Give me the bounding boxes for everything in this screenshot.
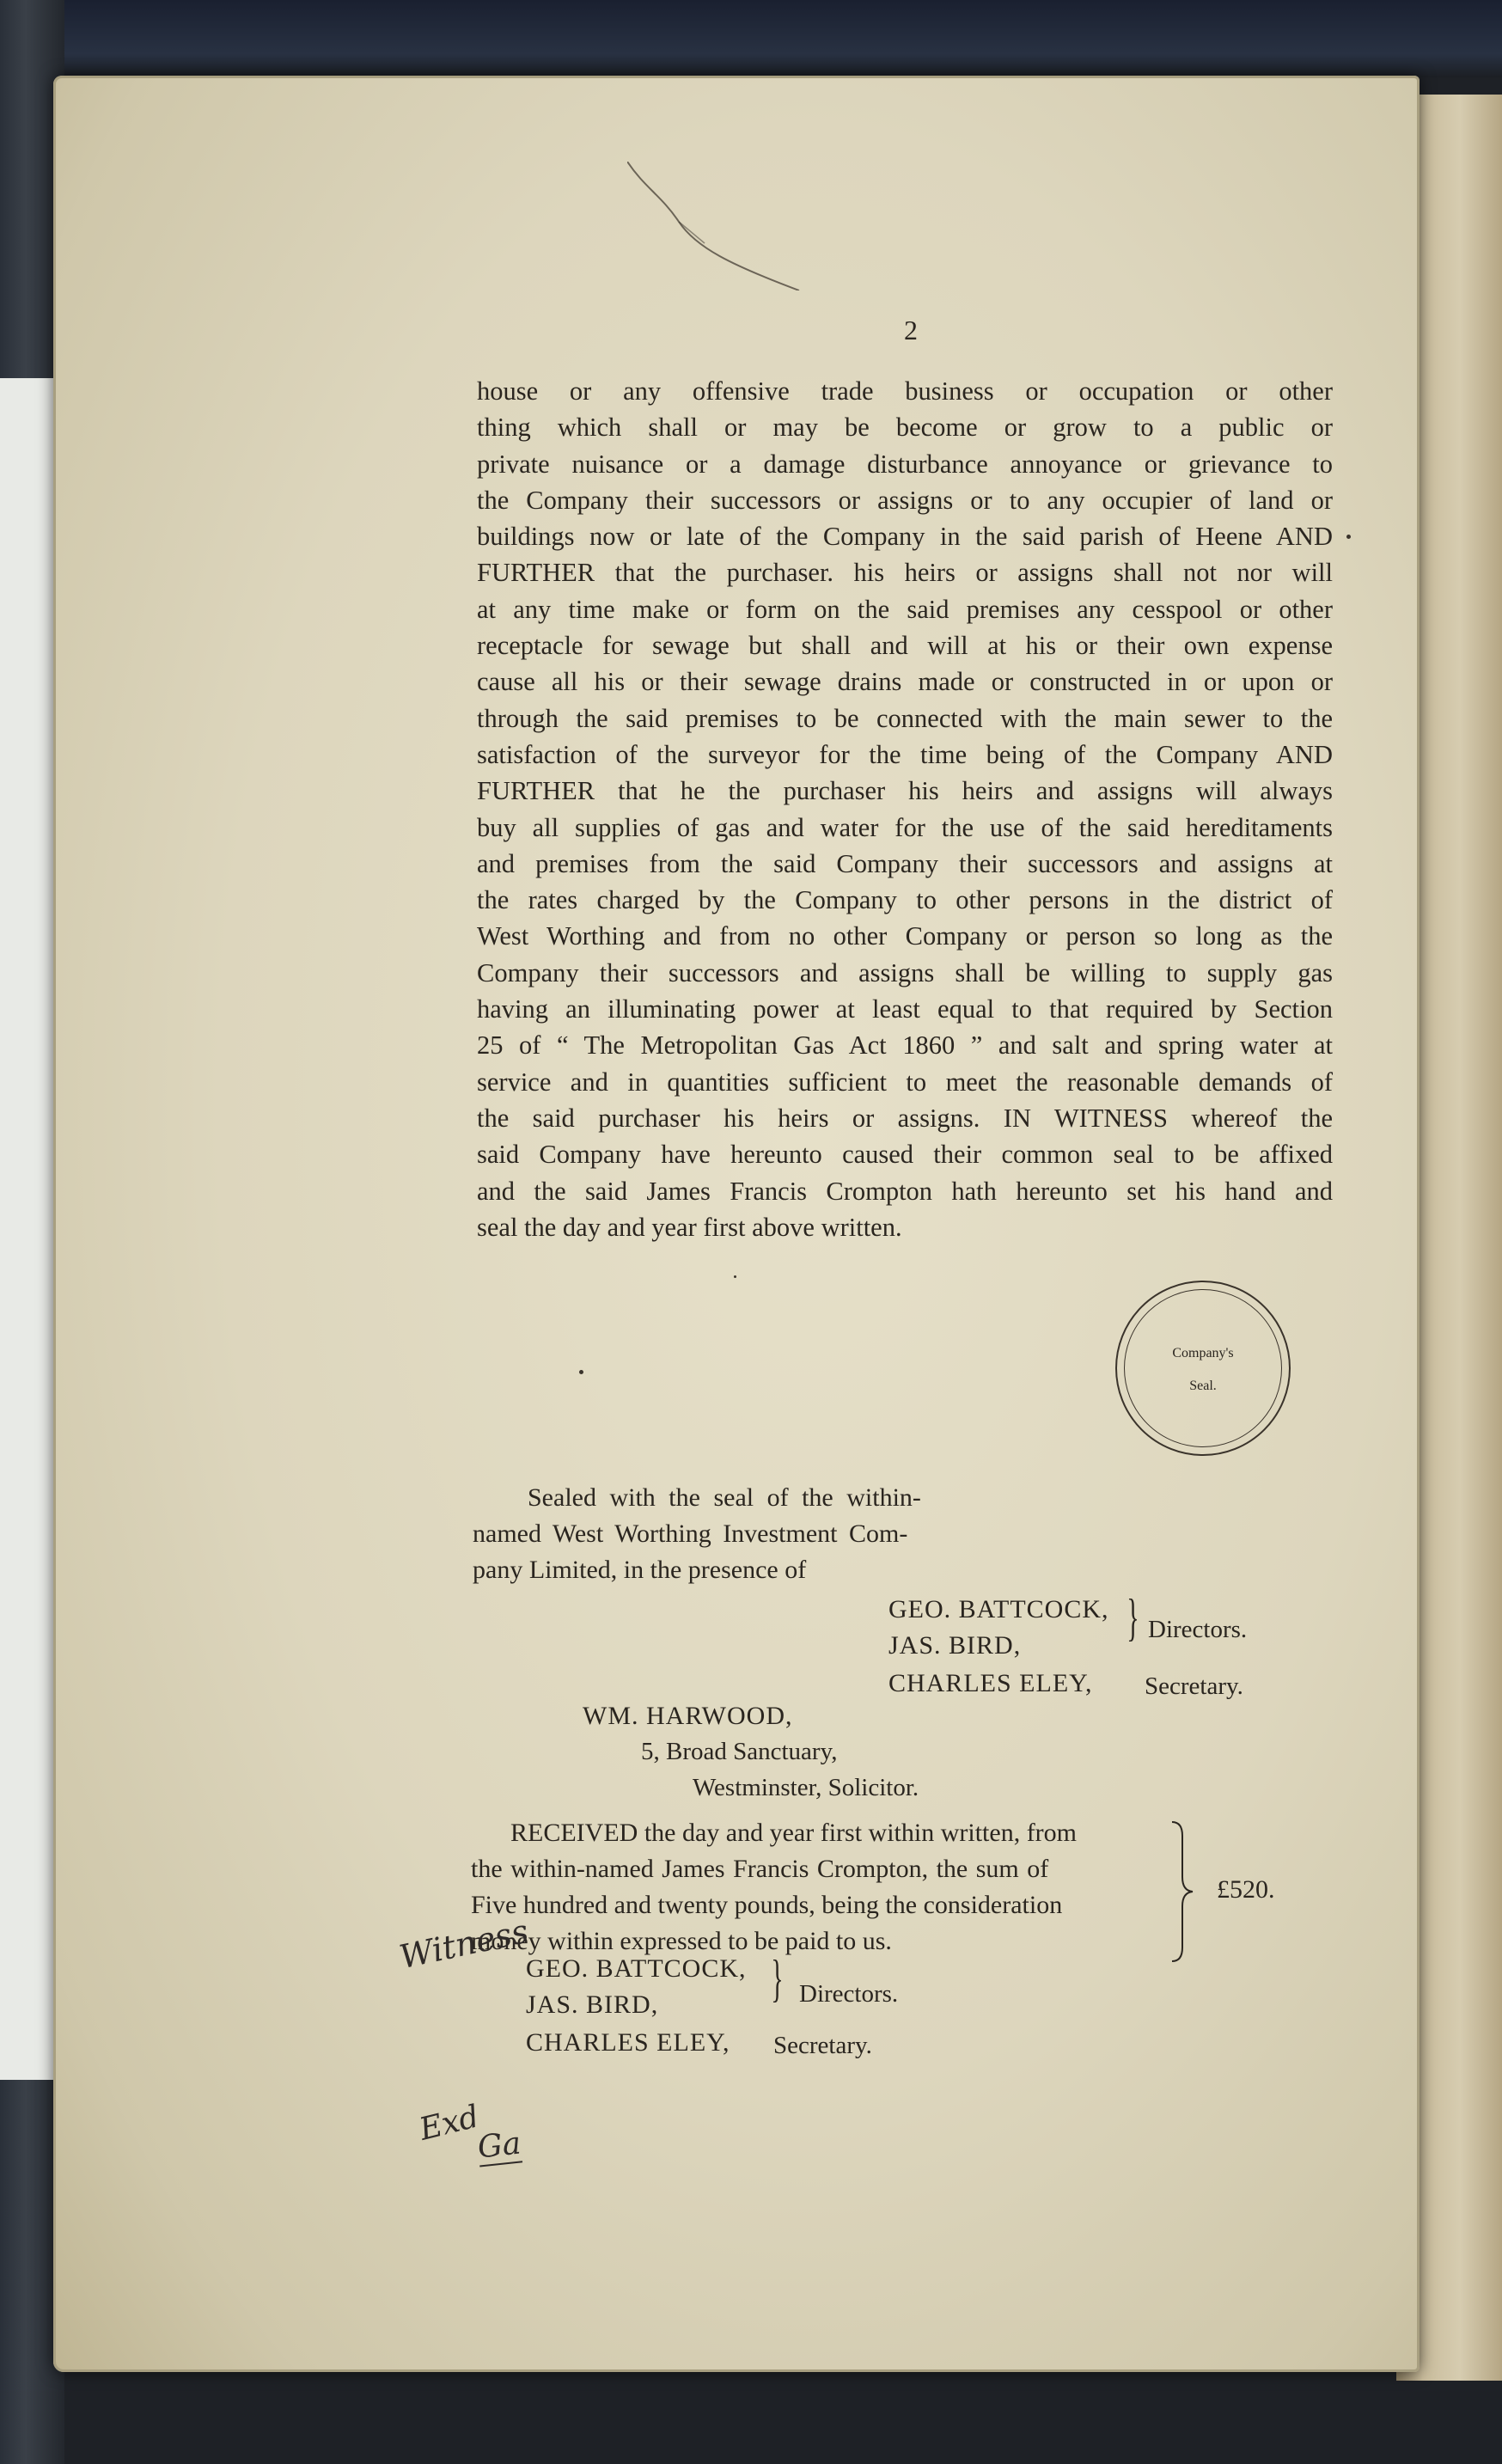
handwritten-note: Ga: [475, 2125, 523, 2166]
directors-label: Directors.: [1148, 1616, 1248, 1643]
body-line: 25 of “ The Metropolitan Gas Act 1860 ” and salt and spring water at: [477, 1030, 1333, 1061]
body-line: satisfaction of the surveyor for the time being of the Company AND: [477, 739, 1333, 769]
body-line: cause all his or their sewage drains made or constructed in or upon or: [477, 667, 1333, 697]
seal-inner-ring: [1124, 1289, 1282, 1447]
receipt-brace: [1169, 1820, 1194, 1963]
body-line: the rates charged by the Company to other persons in the district of: [477, 885, 1333, 915]
director-name: GEO. BATTCOCK,: [888, 1595, 1109, 1623]
body-line: seal the day and year first above written.: [477, 1212, 902, 1242]
body-line: West Worthing and from no other Company or person so long as the: [477, 921, 1333, 951]
witness-address: Westminster, Solicitor.: [693, 1774, 919, 1801]
witness-address: 5, Broad Sanctuary,: [641, 1738, 838, 1765]
secretary-label: Secretary.: [773, 2032, 872, 2059]
ink-speck: [1346, 535, 1351, 539]
body-line: and the said James Francis Crompton hath hereunto set his hand and: [477, 1176, 1333, 1206]
body-line: Company their successors and assigns shall be willing to supply gas: [477, 957, 1333, 987]
directors-brace: }: [771, 1950, 784, 2007]
body-line: said Company have hereunto caused their common seal to be affixed: [477, 1140, 1333, 1170]
company-seal: [1115, 1281, 1291, 1456]
body-line: receptacle for sewage but shall and will at his or their own expense: [477, 631, 1333, 661]
body-line: private nuisance or a damage disturbance annoyance or grievance to: [477, 449, 1333, 479]
deed-body-text: [477, 373, 1333, 1245]
book-cover-top: [0, 0, 1502, 77]
body-line: the Company their successors or assigns or to any occupier of land or: [477, 485, 1333, 515]
body-line: at any time make or form on the said premises any cesspool or other: [477, 594, 1333, 624]
directors-brace: }: [1126, 1589, 1139, 1646]
inserted-sheet-edge: [0, 378, 57, 2080]
body-line: house or any offensive trade business or occupation or other: [477, 376, 1333, 406]
secretary-label: Secretary.: [1145, 1672, 1243, 1700]
body-line: through the said premises to be connected with the main sewer to the: [477, 703, 1333, 733]
secretary-name: CHARLES ELEY,: [888, 1669, 1093, 1697]
witness-name: WM. HARWOOD,: [583, 1702, 793, 1730]
paper-crease: [627, 162, 816, 290]
body-line: FURTHER that the purchaser. his heirs or assigns shall not nor will: [477, 558, 1333, 588]
body-line: the said purchaser his heirs or assigns. IN WITNESS whereof the: [477, 1103, 1333, 1133]
directors-label: Directors.: [799, 1980, 899, 2008]
seal-label: Company's: [1172, 1346, 1234, 1360]
sealed-line: Sealed with the seal of the within-: [528, 1483, 921, 1512]
ink-speck: [734, 1275, 736, 1278]
seal-label: Seal.: [1189, 1379, 1217, 1393]
receipt-line: Five hundred and twenty pounds, being the consideration: [471, 1891, 1063, 1919]
body-line: buy all supplies of gas and water for the use of the said hereditaments: [477, 812, 1333, 842]
body-line: FURTHER that he the purchaser his heirs and assigns will always: [477, 776, 1333, 806]
body-line: buildings now or late of the Company in the said parish of Heene AND: [477, 522, 1333, 552]
receipt-amount: £520.: [1217, 1875, 1275, 1904]
director-name: GEO. BATTCOCK,: [526, 1954, 747, 1983]
receipt-line: money within expressed to be paid to us.: [471, 1927, 892, 1955]
sealed-line: named West Worthing Investment Com-: [473, 1519, 908, 1548]
director-name: JAS. BIRD,: [888, 1631, 1022, 1660]
handwritten-note: Exd: [416, 2099, 483, 2148]
handwritten-margin-note: Witness: [396, 1911, 532, 1977]
page-number: 2: [904, 315, 918, 345]
body-line: having an illuminating power at least equal to that required by Section: [477, 994, 1333, 1024]
ink-speck: [579, 1370, 583, 1374]
sealed-line: pany Limited, in the presence of: [473, 1556, 807, 1584]
body-line: service and in quantities sufficient to meet the reasonable demands of: [477, 1067, 1333, 1097]
body-line: thing which shall or may be become or grow to a public or: [477, 413, 1333, 443]
receipt-line: RECEIVED the day and year first within written, from: [510, 1819, 1078, 1847]
secretary-name: CHARLES ELEY,: [526, 2028, 730, 2057]
body-line: and premises from the said Company their successors and assigns at: [477, 848, 1333, 878]
receipt-line: the within-named James Francis Crompton, the sum of: [471, 1855, 1049, 1883]
director-name: JAS. BIRD,: [526, 1990, 659, 2019]
